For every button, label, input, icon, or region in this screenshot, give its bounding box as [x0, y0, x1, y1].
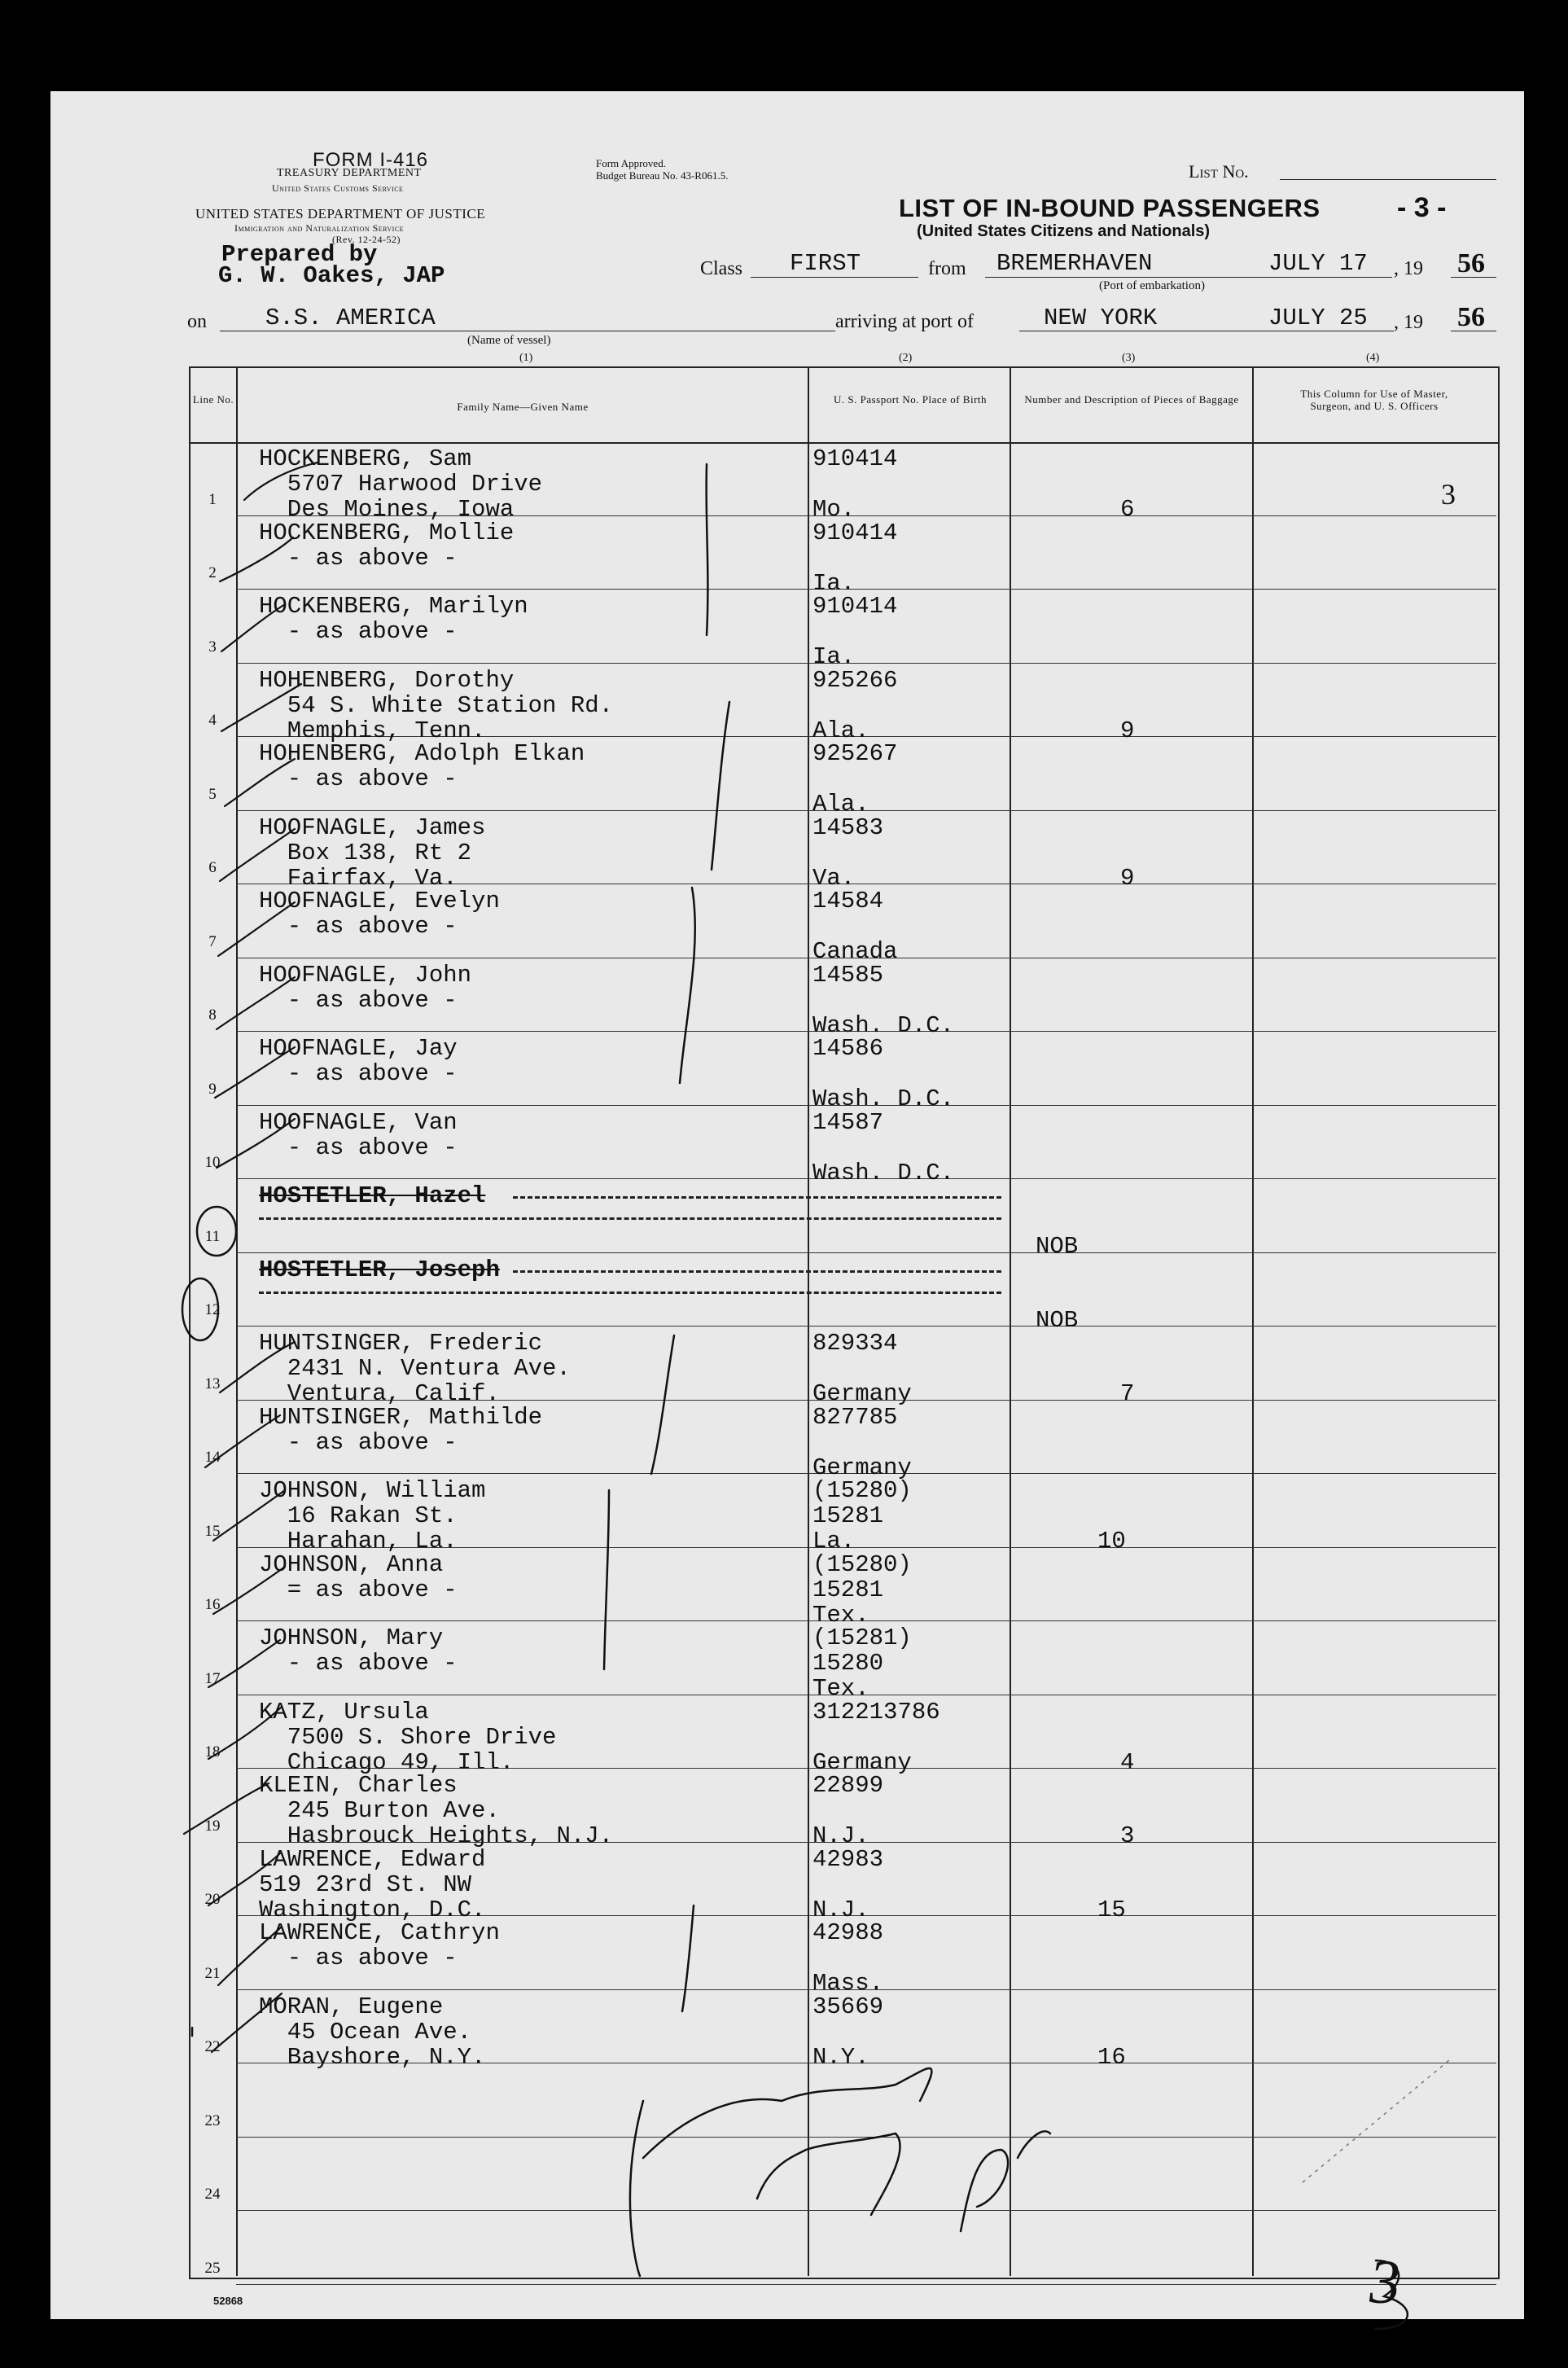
- col-index-3: (3): [1122, 352, 1136, 364]
- arrival-date: JULY 25: [1268, 305, 1368, 331]
- passenger-name: KLEIN, Charles: [259, 1772, 458, 1799]
- passenger-address: - as above -: [259, 1945, 458, 1971]
- passenger-address: Memphis, Tenn.: [259, 717, 486, 744]
- baggage-count: 10: [1097, 1528, 1126, 1555]
- passenger-address: Box 138, Rt 2: [259, 840, 472, 866]
- passport-number: 14586: [812, 1035, 884, 1062]
- passport-number: 910414: [812, 593, 898, 620]
- place-of-birth: Germany: [812, 1380, 912, 1407]
- line-number: 11: [204, 1228, 221, 1245]
- line-number: 17: [204, 1670, 221, 1687]
- line-number: 8: [208, 1006, 217, 1024]
- col-header-officers: This Column for Use of Master, Surgeon, and U. S. Officers: [1300, 388, 1448, 412]
- baggage-count: 9: [1120, 865, 1135, 892]
- place-of-birth: N.J.: [812, 1822, 869, 1849]
- passenger-address: Fairfax, Va.: [259, 865, 458, 892]
- passport-number: 22899: [812, 1772, 884, 1799]
- place-of-birth: Wash. D.C.: [812, 1085, 955, 1112]
- col-index-2: (2): [899, 352, 913, 364]
- passenger-name: HOOFNAGLE, James: [259, 814, 486, 841]
- passport-number: 15280: [812, 1650, 884, 1677]
- passenger-name: KATZ, Ursula: [259, 1699, 429, 1726]
- col-header-baggage: Number and Description of Pieces of Baggage: [1024, 393, 1239, 406]
- place-of-birth: Ala.: [812, 791, 869, 818]
- place-of-birth: Canada: [812, 938, 898, 965]
- passenger-name: HOOFNAGLE, John: [259, 962, 472, 989]
- passenger-name: HOHENBERG, Dorothy: [259, 667, 515, 694]
- passenger-address: 5707 Harwood Drive: [259, 471, 543, 498]
- passport-number: 42988: [812, 1919, 884, 1946]
- place-of-birth: Ia.: [812, 570, 856, 597]
- passenger-address: Washington, D.C.: [259, 1897, 486, 1923]
- passenger-address: 2431 N. Ventura Ave.: [259, 1355, 571, 1382]
- list-no-label: List No.: [1189, 161, 1249, 182]
- place-of-birth: Mo.: [812, 496, 856, 523]
- passport-number: 14583: [812, 814, 884, 841]
- line-number: 19: [204, 1818, 221, 1835]
- line-number: 22: [204, 2038, 221, 2055]
- col-index-4: (4): [1366, 352, 1380, 364]
- passenger-name: HUNTSINGER, Frederic: [259, 1330, 543, 1357]
- arrival-port: NEW YORK: [1044, 305, 1158, 331]
- arrival-year-prefix: , 19: [1394, 312, 1423, 333]
- line-number: 23: [204, 2112, 221, 2129]
- form-approved: Form Approved.: [596, 157, 666, 169]
- page-marker: - 3 -: [1397, 192, 1447, 223]
- passenger-name: MORAN, Eugene: [259, 1993, 444, 2020]
- passenger-name: JOHNSON, Anna: [259, 1551, 444, 1578]
- revision-date: (Rev. 12-24-52): [332, 234, 401, 245]
- passport-number: 827785: [812, 1404, 898, 1431]
- passport-number: 925267: [812, 740, 898, 767]
- on-label: on: [187, 311, 207, 332]
- passenger-address: Hasbrouck Heights, N.J.: [259, 1822, 614, 1849]
- passport-number: 910414: [812, 445, 898, 472]
- passenger-address: - as above -: [259, 1060, 458, 1087]
- col-header-line-no: Line No.: [192, 393, 234, 406]
- place-of-birth: Germany: [812, 1454, 912, 1481]
- passport-number: 42983: [812, 1846, 884, 1873]
- line-number: 15: [204, 1523, 221, 1540]
- line-number: 13: [204, 1375, 221, 1392]
- passenger-name: LAWRENCE, Edward: [259, 1846, 486, 1873]
- vessel-caption: (Name of vessel): [467, 334, 551, 347]
- passport-number: 925266: [812, 667, 898, 694]
- vessel-name: S.S. AMERICA: [265, 305, 436, 331]
- line-number: 6: [208, 859, 217, 876]
- line-number: 5: [208, 786, 217, 803]
- line-number: 16: [204, 1596, 221, 1613]
- line-number: 20: [204, 1891, 221, 1908]
- passenger-address: Chicago 49, Ill.: [259, 1749, 515, 1776]
- line-number: 24: [204, 2186, 221, 2203]
- line-number: 7: [208, 933, 217, 950]
- passenger-name: HOCKENBERG, Mollie: [259, 520, 515, 546]
- passport-number: 14585: [812, 962, 884, 989]
- passenger-address: Bayshore, N.Y.: [259, 2044, 486, 2071]
- passenger-address: Harahan, La.: [259, 1528, 458, 1555]
- passport-number: 15281: [812, 1502, 884, 1529]
- ins-label: Immigration and Naturalization Service: [234, 222, 405, 234]
- justice-dept: UNITED STATES DEPARTMENT OF JUSTICE: [195, 206, 486, 221]
- departure-year-prefix: , 19: [1394, 258, 1423, 279]
- passenger-address: 519 23rd St. NW: [259, 1871, 472, 1898]
- passenger-name: HOOFNAGLE, Evelyn: [259, 888, 500, 914]
- line-number: 2: [208, 564, 217, 581]
- passenger-name: LAWRENCE, Cathryn: [259, 1919, 500, 1946]
- place-of-birth: Mass.: [812, 1970, 884, 1997]
- passport-number: (15280): [812, 1477, 912, 1504]
- passenger-address: - as above -: [259, 1429, 458, 1456]
- place-of-birth: Germany: [812, 1749, 912, 1776]
- line-number: 12: [204, 1301, 221, 1318]
- passport-number: 14587: [812, 1109, 884, 1136]
- passport-number: 15281: [812, 1576, 884, 1603]
- passenger-name: HOOFNAGLE, Jay: [259, 1035, 458, 1062]
- passenger-name: HOCKENBERG, Sam: [259, 445, 472, 472]
- form-subtitle: (United States Citizens and Nationals): [917, 222, 1211, 240]
- corner-mark: 3: [1369, 2248, 1400, 2317]
- passport-number: (15280): [812, 1551, 912, 1578]
- baggage-count: 15: [1097, 1897, 1126, 1923]
- form-code: 52868: [213, 2295, 243, 2307]
- place-of-birth: Tex.: [812, 1602, 869, 1629]
- form-number: FORM I-416: [313, 149, 429, 171]
- place-of-birth: Tex.: [812, 1675, 869, 1702]
- baggage-count: NOB: [1036, 1233, 1079, 1260]
- passenger-address: - as above -: [259, 1650, 458, 1677]
- arrival-year: 56: [1457, 302, 1485, 332]
- place-of-birth: N.Y.: [812, 2044, 869, 2071]
- col-header-name: Family Name—Given Name: [457, 401, 589, 413]
- place-of-birth: Wash. D.C.: [812, 1012, 955, 1039]
- passenger-name: JOHNSON, Mary: [259, 1625, 444, 1651]
- departure-date: JULY 17: [1268, 250, 1368, 277]
- port-embark-caption: (Port of embarkation): [1099, 279, 1205, 292]
- baggage-count: NOB: [1036, 1307, 1079, 1334]
- passport-number: 312213786: [812, 1699, 940, 1726]
- passenger-address: - as above -: [259, 765, 458, 792]
- passenger-address: - as above -: [259, 987, 458, 1014]
- passport-number: 35669: [812, 1993, 884, 2020]
- passenger-name: HOHENBERG, Adolph Elkan: [259, 740, 585, 767]
- baggage-count: 9: [1120, 717, 1135, 744]
- passenger-name: HUNTSINGER, Mathilde: [259, 1404, 543, 1431]
- passenger-address: 16 Rakan St.: [259, 1502, 458, 1529]
- passenger-address: - as above -: [259, 545, 458, 572]
- passport-number: 829334: [812, 1330, 898, 1357]
- place-of-birth: Va.: [812, 865, 856, 892]
- baggage-count: 4: [1120, 1749, 1135, 1776]
- arriving-label: arriving at port of: [835, 311, 974, 332]
- customs-service: United States Customs Service: [272, 182, 404, 194]
- line-number: 9: [208, 1081, 217, 1098]
- place-of-birth: Ia.: [812, 643, 856, 670]
- passenger-address: - as above -: [259, 618, 458, 645]
- place-of-birth: Ala.: [812, 717, 869, 744]
- line-number: 21: [204, 1965, 221, 1982]
- col-header-passport: U. S. Passport No. Place of Birth: [833, 393, 988, 406]
- treasury-dept: TREASURY DEPARTMENT: [277, 167, 422, 179]
- baggage-count: 3: [1120, 1822, 1135, 1849]
- passenger-name: JOHNSON, William: [259, 1477, 486, 1504]
- class-label: Class: [700, 258, 743, 279]
- baggage-count: 16: [1097, 2044, 1126, 2071]
- line-number: 25: [204, 2260, 221, 2277]
- prepared-by: G. W. Oakes, JAP: [218, 262, 445, 289]
- line-number: 18: [204, 1743, 221, 1761]
- place-of-birth: N.J.: [812, 1897, 869, 1923]
- form-title: LIST OF IN-BOUND PASSENGERS: [899, 194, 1321, 222]
- baggage-count: 6: [1120, 496, 1135, 523]
- officer-mark: 3: [1441, 478, 1456, 511]
- passenger-address: 54 S. White Station Rd.: [259, 692, 614, 719]
- passenger-name: HOOFNAGLE, Van: [259, 1109, 458, 1136]
- passport-number: 14584: [812, 888, 884, 914]
- departure-year: 56: [1457, 248, 1485, 278]
- line-number: 1: [208, 491, 217, 508]
- class-value: FIRST: [790, 250, 861, 277]
- port-of-embarkation: BREMERHAVEN: [996, 250, 1153, 277]
- passport-number: (15281): [812, 1625, 912, 1651]
- passenger-address: = as above -: [259, 1576, 458, 1603]
- passenger-name: HOCKENBERG, Marilyn: [259, 593, 528, 620]
- passenger-address: 45 Ocean Ave.: [259, 2019, 472, 2046]
- passenger-address: - as above -: [259, 1134, 458, 1161]
- budget-bureau: Budget Bureau No. 43-R061.5.: [596, 169, 729, 182]
- line-number: 4: [208, 712, 217, 729]
- line-number: 3: [208, 638, 217, 656]
- line-number: 14: [204, 1449, 221, 1466]
- passenger-address: - as above -: [259, 913, 458, 940]
- passenger-address: Ventura, Calif.: [259, 1380, 500, 1407]
- prepared-by-label: Prepared by: [221, 241, 378, 268]
- passport-number: 910414: [812, 520, 898, 546]
- passenger-address: 245 Burton Ave.: [259, 1797, 500, 1824]
- line-number: 10: [204, 1154, 221, 1171]
- place-of-birth: Wash. D.C.: [812, 1160, 955, 1186]
- place-of-birth: La.: [812, 1528, 856, 1555]
- col-index-1: (1): [519, 352, 533, 364]
- passenger-address: 7500 S. Shore Drive: [259, 1724, 557, 1751]
- baggage-count: 7: [1120, 1380, 1135, 1407]
- passenger-name: HOSTETLER, Joseph: [259, 1256, 500, 1283]
- passenger-address: Des Moines, Iowa: [259, 496, 515, 523]
- from-label: from: [928, 258, 966, 279]
- passenger-name: HOSTETLER, Hazel: [259, 1182, 486, 1209]
